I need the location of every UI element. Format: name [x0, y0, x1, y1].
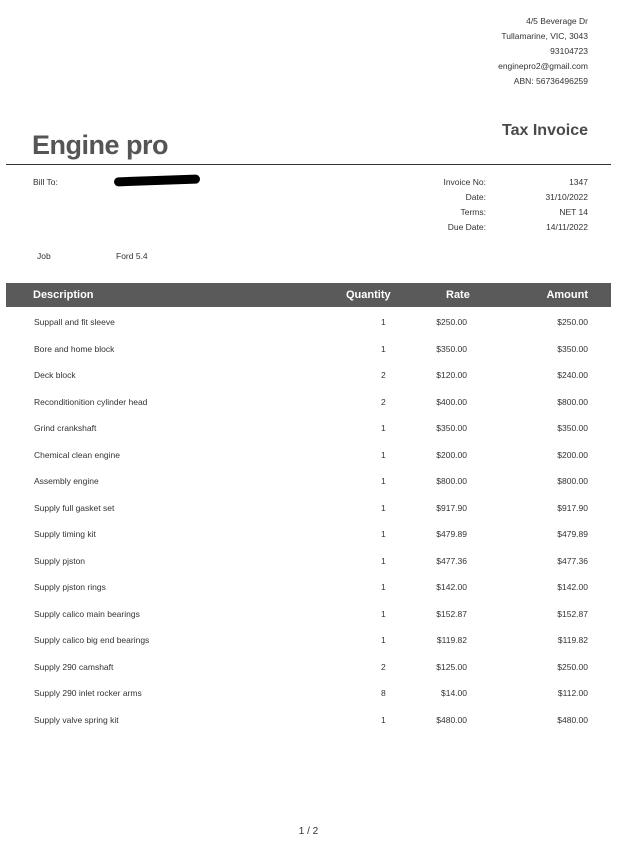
item-amount: $479.89 — [557, 529, 588, 539]
due-date-value: 14/11/2022 — [546, 222, 588, 232]
item-amount: $350.00 — [557, 423, 588, 433]
item-amount: $250.00 — [557, 317, 588, 327]
table-row — [0, 572, 617, 599]
table-row — [0, 652, 617, 679]
item-rate: $250.00 — [436, 317, 467, 327]
table-row — [0, 307, 617, 334]
item-quantity: 1 — [381, 476, 386, 486]
item-description: Supply pjston — [34, 555, 86, 566]
bill-to-label: Bill To: — [33, 177, 58, 187]
item-quantity: 1 — [381, 582, 386, 592]
item-description: Supply valve spring kit — [34, 714, 119, 725]
table-row — [0, 493, 617, 520]
item-amount: $917.90 — [557, 502, 588, 513]
table-row — [0, 705, 617, 732]
item-rate: $125.00 — [436, 661, 467, 672]
item-rate: $400.00 — [436, 396, 467, 407]
invoice-meta-values — [545, 175, 588, 235]
item-rate: $350.00 — [436, 343, 467, 354]
table-row — [0, 678, 617, 705]
item-rate: $152.87 — [436, 608, 467, 619]
terms-label: Terms: — [460, 207, 486, 217]
item-description: Supply calico main bearings — [34, 608, 140, 619]
email-address: enginepro2@gmail.com — [498, 61, 588, 71]
address-line: Tullamarine, VIC, 3043 — [501, 31, 588, 41]
item-rate: $350.00 — [436, 423, 467, 433]
item-quantity: 1 — [381, 635, 386, 645]
item-description: Assembly engine — [34, 476, 99, 486]
item-amount: $200.00 — [557, 449, 588, 460]
header-rate: Rate — [446, 289, 470, 301]
table-row — [0, 360, 617, 387]
item-rate: $119.82 — [436, 635, 467, 645]
item-description: Supply timing kit — [34, 529, 96, 539]
job-value: Ford 5.4 — [116, 251, 148, 261]
item-quantity: 1 — [381, 555, 386, 566]
date-value: 31/10/2022 — [545, 192, 588, 202]
item-description: Grind crankshaft — [34, 423, 97, 433]
page-number: 1 / 2 — [298, 826, 319, 837]
item-rate: $14.00 — [441, 688, 467, 698]
item-amount: $350.00 — [557, 343, 588, 354]
header-description: Description — [33, 289, 94, 301]
item-amount: $800.00 — [557, 396, 588, 407]
table-row — [0, 625, 617, 652]
item-amount: $250.00 — [557, 661, 588, 672]
item-rate: $120.00 — [436, 370, 467, 380]
address-line: 4/5 Beverage Dr — [526, 16, 588, 26]
header-amount: Amount — [546, 289, 588, 301]
item-description: Deck block — [34, 370, 76, 380]
item-quantity: 1 — [381, 449, 386, 460]
redacted-customer-name — [114, 175, 200, 187]
item-quantity: 1 — [381, 608, 386, 619]
item-description: Reconditionition cylinder head — [34, 396, 148, 407]
item-description: Supply calico big end bearings — [34, 635, 150, 645]
item-quantity: 1 — [381, 343, 386, 354]
item-quantity: 1 — [381, 502, 386, 513]
item-description: Suppall and fit sleeve — [34, 317, 115, 327]
date-label: Date: — [465, 192, 486, 202]
item-rate: $917.90 — [436, 502, 467, 513]
item-quantity: 2 — [381, 396, 386, 407]
item-quantity: 2 — [381, 661, 386, 672]
item-description: Supply 290 camshaft — [34, 661, 114, 672]
item-rate: $477.36 — [436, 555, 467, 566]
item-description: Bore and home block — [34, 343, 115, 354]
item-description: Supply full gasket set — [34, 502, 115, 513]
item-amount: $152.87 — [557, 608, 588, 619]
item-quantity: 1 — [381, 714, 386, 725]
table-row — [0, 466, 617, 493]
table-row — [0, 440, 617, 467]
item-amount: $112.00 — [557, 688, 588, 698]
table-row — [0, 546, 617, 573]
item-description: Chemical clean engine — [34, 449, 120, 460]
item-rate: $200.00 — [436, 449, 467, 460]
table-row — [0, 599, 617, 626]
item-amount: $119.82 — [557, 635, 588, 645]
invoice-meta-labels — [443, 175, 486, 235]
item-quantity: 1 — [381, 317, 386, 327]
phone-number: 93104723 — [550, 46, 588, 56]
item-quantity: 1 — [381, 529, 386, 539]
item-rate: $479.89 — [436, 529, 467, 539]
due-date-label: Due Date: — [447, 222, 486, 232]
table-row — [0, 334, 617, 361]
item-quantity: 2 — [381, 370, 386, 380]
job-label: Job — [37, 251, 51, 261]
item-amount: $142.00 — [557, 582, 588, 592]
item-amount: $240.00 — [557, 370, 588, 380]
item-rate: $142.00 — [436, 582, 467, 592]
item-amount: $480.00 — [557, 714, 588, 725]
item-rate: $480.00 — [436, 714, 467, 725]
item-rate: $800.00 — [436, 476, 467, 486]
item-quantity: 8 — [381, 688, 386, 698]
table-row — [0, 413, 617, 440]
table-row — [0, 519, 617, 546]
document-title: Tax Invoice — [502, 122, 588, 139]
company-name: Engine pro — [32, 130, 168, 160]
item-amount: $477.36 — [557, 555, 588, 566]
item-quantity: 1 — [381, 423, 386, 433]
header-quantity: Quantity — [346, 289, 391, 301]
abn-number: ABN: 56736496259 — [513, 76, 588, 86]
item-description: Supply 290 inlet rocker arms — [34, 688, 142, 698]
invoice-number-value: 1347 — [569, 177, 588, 187]
item-amount: $800.00 — [557, 476, 588, 486]
company-address — [498, 14, 588, 89]
table-row — [0, 387, 617, 414]
items-table-body — [0, 307, 617, 731]
items-table-header — [6, 283, 611, 307]
item-description: Supply pjston rings — [34, 582, 106, 592]
terms-value: NET 14 — [559, 207, 588, 217]
header-divider — [6, 164, 611, 165]
invoice-number-label: Invoice No: — [443, 177, 486, 187]
